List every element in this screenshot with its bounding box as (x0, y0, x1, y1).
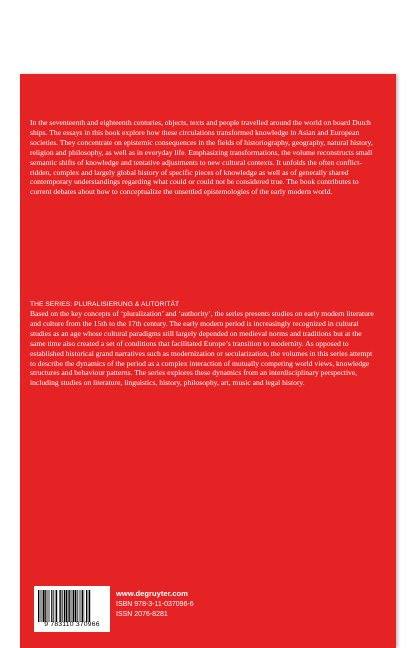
barcode-bar (38, 590, 39, 622)
barcode-bar (60, 590, 61, 622)
barcode-bar (66, 590, 68, 622)
barcode-bar (49, 590, 50, 622)
barcode-bar (81, 590, 82, 622)
isbn-barcode (34, 586, 110, 632)
barcode-number: 9 783110 370966 (44, 621, 100, 628)
barcode-bar (88, 590, 89, 622)
barcode-bar (69, 590, 70, 622)
barcode-bar (56, 590, 57, 622)
series-heading: THE SERIES: PLURALISIERUNG & AUTORITÄT (30, 301, 180, 308)
barcode-bar (55, 590, 56, 622)
barcode-bar (82, 590, 83, 622)
barcode-bar (68, 590, 69, 622)
barcode-bar (40, 590, 41, 622)
barcode-bar (89, 590, 90, 622)
barcode-bar (73, 590, 74, 622)
barcode-bars (38, 590, 106, 622)
barcode-bar (84, 590, 85, 622)
issn-label: ISSN 2076-8281 (116, 611, 168, 618)
barcode-bar (75, 590, 77, 622)
barcode-bar (79, 590, 80, 622)
book-blurb: In the seventeenth and eighteenth centuries, objects, texts and people travelled around the world on board Dutch ships. The essays in this book explore how these circulations transformed knowledge in Asian and European societies. They concentrate on epistemic consequences in the fields of historiography, geography, natural history, religion and philosophy, as well as in everyday life. Emphasizing transformations, the volume reconstructs small semantic shifts of knowledge and tentative adjustments to new cultural contexts. It unfolds the often conflict-ridden, complex and largely global history of specific pieces of knowledge as well as of generally shared contemporary understandings regarding what could or could not be considered true. The book contributes to current debates about how to conceptualize the unsettled epistemologies of the early modern world. (30, 118, 373, 197)
barcode-bar (77, 590, 78, 622)
publisher-url[interactable]: www.degruyter.com (116, 589, 188, 598)
barcode-bar (59, 590, 60, 622)
publisher-info (116, 588, 316, 620)
barcode-bar (45, 590, 46, 622)
barcode-bar (42, 590, 43, 622)
barcode-bar (64, 590, 65, 622)
series-description: Based on the key concepts of ‘pluralization’ and ‘authority’, the series presents studies on early modern literature and culture from the 15th to the 17th century. The early modern period is increasingly recognized in cultural studies as an age whose cultural paradigms still largely depended on medieval norms and traditions but at the same time also created a set of conditions that facilitated Europe’s transition to modernity. As opposed to established historical grand narratives such as modernization or secularization, the volumes in this series attempt to describe the dynamics of the period as a complex interaction of mutually competing world views, knowledge structures and behaviour patterns. The series explores these dynamics from an interdisciplinary perspective, including studies on literature, linguistics, history, philosophy, art, music and legal history. (30, 309, 374, 388)
barcode-bar (43, 590, 45, 622)
barcode-bar (72, 590, 73, 622)
barcode-bar (53, 590, 54, 622)
isbn-label: ISBN 978-3-11-037096-6 (116, 601, 194, 608)
barcode-bar (86, 590, 87, 622)
barcode-bar (48, 590, 49, 622)
barcode-bar (62, 590, 63, 622)
barcode-bar (51, 590, 52, 622)
